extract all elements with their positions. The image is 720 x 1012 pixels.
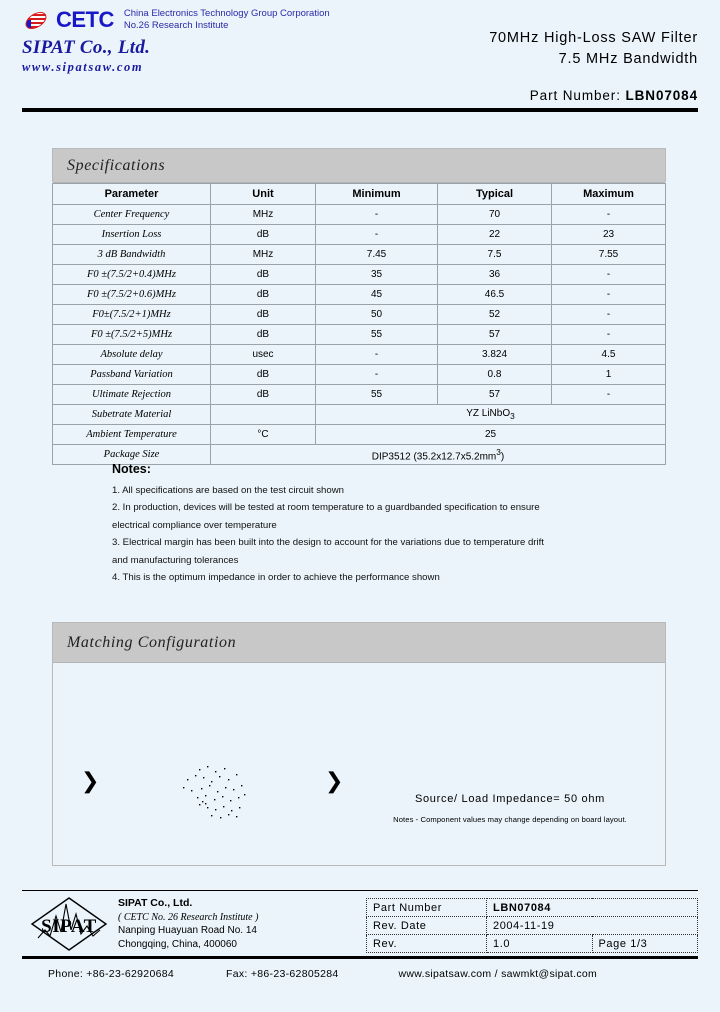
specifications-panel: [52, 148, 666, 182]
cell-maximum: -: [552, 205, 666, 225]
cell-unit: dB: [211, 385, 316, 405]
product-title-line-2: 7.5 MHz Bandwidth: [558, 51, 698, 68]
table-row: [53, 245, 666, 265]
cell-typical: 3.824: [438, 345, 552, 365]
notes-section: [112, 462, 672, 587]
column-header-parameter: Parameter: [53, 184, 211, 205]
footer-address-line-2: Chongqing, China, 400060: [118, 939, 237, 951]
table-row: [53, 365, 666, 385]
notes-title: Notes:: [112, 462, 151, 476]
cell-parameter: F0 ±(7.5/2+5)MHz: [53, 325, 211, 345]
table-row: [53, 385, 666, 405]
notes-list: [112, 482, 672, 587]
specifications-table: [52, 183, 666, 465]
footer-divider-bottom: [22, 956, 698, 959]
note-line: 3. Electrical margin has been built into the design to account for the variations due to temperature drift: [112, 537, 544, 549]
contact-bar: [22, 968, 698, 980]
page-footer: [22, 894, 698, 956]
cell-parameter: Passband Variation: [53, 365, 211, 385]
table-row: [53, 325, 666, 345]
cell-minimum: -: [316, 205, 438, 225]
cell-parameter: 3 dB Bandwidth: [53, 245, 211, 265]
cell-typical: 70: [438, 205, 552, 225]
cell-unit: MHz: [211, 245, 316, 265]
note-line: 4. This is the optimum impedance in order to achieve the performance shown: [112, 572, 440, 584]
page-header: [0, 0, 720, 103]
column-header-typical: Typical: [438, 184, 552, 205]
footer-company-block: [30, 896, 258, 952]
footer-part-number-label: Part Number: [367, 899, 487, 917]
contact-phone: Phone: +86-23-62920684: [48, 968, 174, 980]
cell-parameter: Ambient Temperature: [53, 425, 211, 445]
table-row: [53, 345, 666, 365]
svg-text:SIPAT: SIPAT: [41, 916, 97, 937]
cell-unit: usec: [211, 345, 316, 365]
cell-unit: dB: [211, 225, 316, 245]
cell-parameter: Ultimate Rejection: [53, 385, 211, 405]
cell-parameter: F0±(7.5/2+1)MHz: [53, 305, 211, 325]
product-title-line-1: 70MHz High-Loss SAW Filter: [489, 30, 698, 46]
footer-info-table: [366, 898, 698, 953]
cell-maximum: 23: [552, 225, 666, 245]
matching-panel-header: [53, 623, 665, 663]
cell-substrate-value: YZ LiNbO$_3$: [316, 405, 666, 425]
cell-unit: dB: [211, 265, 316, 285]
chevron-right-icon-input: ❯: [81, 769, 100, 794]
footer-page-number: Page 1/3: [592, 935, 698, 953]
cell-minimum: -: [316, 225, 438, 245]
specifications-table-body: [53, 205, 666, 465]
sipat-brand-name: SIPAT Co., Ltd.: [22, 37, 151, 58]
cell-unit: dB: [211, 365, 316, 385]
cell-typical: 57: [438, 385, 552, 405]
cell-parameter: F0 ±(7.5/2+0.6)MHz: [53, 285, 211, 305]
specifications-title: Specifications: [67, 156, 166, 174]
table-row: [53, 285, 666, 305]
cell-minimum: 45: [316, 285, 438, 305]
header-product-title: [489, 28, 698, 70]
cell-parameter: Absolute delay: [53, 345, 211, 365]
table-row: [53, 305, 666, 325]
cell-maximum: -: [552, 285, 666, 305]
cetc-company-text: [124, 8, 330, 31]
cell-minimum: 55: [316, 325, 438, 345]
cell-parameter: Insertion Loss: [53, 225, 211, 245]
matching-diagram-body: [53, 663, 665, 865]
cell-typical: 57: [438, 325, 552, 345]
cell-typical: 22: [438, 225, 552, 245]
table-row: [53, 205, 666, 225]
cell-typical: 46.5: [438, 285, 552, 305]
cell-unit: [211, 405, 316, 425]
footer-address: [118, 896, 258, 952]
cell-package-value: DIP3512 $(35.2x12.7x5.2mm^3)$: [211, 445, 666, 465]
matching-configuration-title: Matching Configuration: [67, 633, 237, 651]
contact-fax: Fax: +86-23-62805284: [226, 968, 339, 980]
cell-parameter: Package Size: [53, 445, 211, 465]
footer-rev-date-value: 2004-11-19: [487, 917, 698, 935]
header-part-number: [530, 88, 698, 103]
footer-rev-value: 1.0: [487, 935, 593, 953]
cell-unit: dB: [211, 325, 316, 345]
cell-minimum: -: [316, 365, 438, 385]
footer-part-number-value: LBN07084: [487, 899, 698, 917]
cell-maximum: -: [552, 265, 666, 285]
table-row: [53, 225, 666, 245]
table-row: [53, 265, 666, 285]
footer-row-part-number: [367, 899, 698, 917]
cell-maximum: 7.55: [552, 245, 666, 265]
footer-rev-label: Rev.: [367, 935, 487, 953]
footer-row-rev-date: [367, 917, 698, 935]
contact-web-email[interactable]: www.sipatsaw.com / sawmkt@sipat.com: [398, 968, 598, 980]
note-line: 2. In production, devices will be tested at room temperature to a guardbanded specification to ensure: [112, 502, 540, 514]
cell-parameter: F0 ±(7.5/2+0.4)MHz: [53, 265, 211, 285]
sipat-website[interactable]: www.sipatsaw.com: [22, 60, 144, 74]
part-number-label: Part Number:: [529, 88, 621, 103]
footer-rev-date-label: Rev. Date: [367, 917, 487, 935]
footer-institute: ( CETC No. 26 Research Institute ): [118, 911, 259, 923]
matching-configuration-panel: [52, 622, 666, 866]
cetc-logo-icon: [22, 8, 50, 32]
matching-schematic-icon: [181, 763, 271, 823]
company-line-1: China Electronics Technology Group Corporation: [123, 8, 330, 20]
cell-unit: dB: [211, 305, 316, 325]
source-load-impedance-text: Source/ Load Impedance= 50 ohm: [414, 793, 606, 805]
cell-minimum: 55: [316, 385, 438, 405]
note-line: and manufacturing tolerances: [112, 554, 239, 566]
component-values-note: Notes - Component values may change depending on board layout.: [393, 815, 627, 824]
cell-maximum: -: [552, 325, 666, 345]
column-header-unit: Unit: [211, 184, 316, 205]
cell-typical: 36: [438, 265, 552, 285]
cell-minimum: -: [316, 345, 438, 365]
note-line: 1. All specifications are based on the test circuit shown: [112, 485, 344, 496]
cell-parameter: Subetrate Material: [53, 405, 211, 425]
header-divider: [22, 108, 698, 112]
cetc-wordmark: CETC: [56, 7, 114, 32]
specifications-panel-header: [53, 149, 665, 183]
company-line-2: No.26 Research Institute: [123, 20, 229, 31]
sipat-diamond-logo-icon: [30, 896, 108, 952]
cetc-brand-row: [22, 8, 330, 32]
note-line: electrical compliance over temperature: [112, 519, 277, 531]
cell-minimum: 7.45: [316, 245, 438, 265]
cell-unit: MHz: [211, 205, 316, 225]
footer-company-name: SIPAT Co., Ltd.: [118, 897, 193, 910]
footer-address-line-1: Nanping Huayuan Road No. 14: [118, 925, 257, 937]
footer-row-rev: [367, 935, 698, 953]
cell-maximum: -: [552, 305, 666, 325]
header-brand-block: [22, 8, 330, 75]
table-header-row: [53, 184, 666, 205]
cell-typical: 7.5: [438, 245, 552, 265]
cell-maximum: 4.5: [552, 345, 666, 365]
column-header-maximum: Maximum: [552, 184, 666, 205]
cell-minimum: 50: [316, 305, 438, 325]
cell-typical: 52: [438, 305, 552, 325]
footer-divider-top: [22, 890, 698, 891]
cell-minimum: 35: [316, 265, 438, 285]
cell-unit: °C: [211, 425, 316, 445]
cell-parameter: Center Frequency: [53, 205, 211, 225]
chevron-right-icon-output: ❯: [325, 769, 344, 794]
column-header-minimum: Minimum: [316, 184, 438, 205]
part-number-value: LBN07084: [625, 88, 698, 103]
table-row: [53, 425, 666, 445]
cell-maximum: 1: [552, 365, 666, 385]
cell-typical: 0.8: [438, 365, 552, 385]
cell-unit: dB: [211, 285, 316, 305]
cell-maximum: -: [552, 385, 666, 405]
table-row: [53, 405, 666, 425]
cell-ambient-value: 25: [316, 425, 666, 445]
